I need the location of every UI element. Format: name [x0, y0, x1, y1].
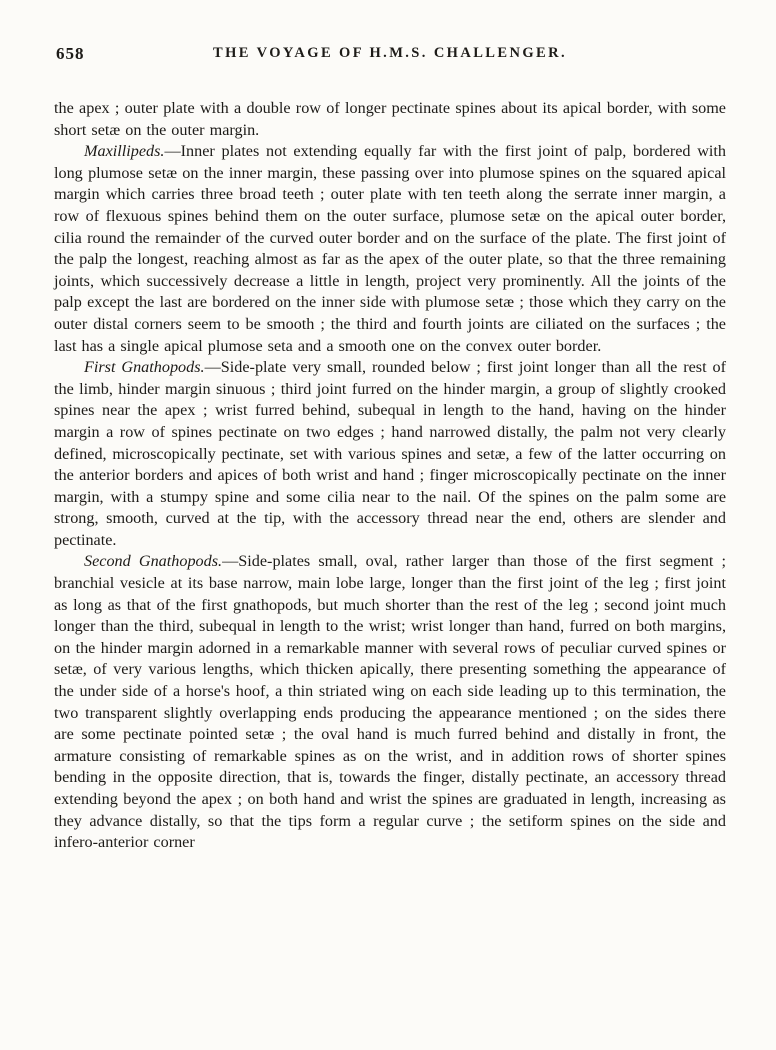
paragraph-lead: Second Gnathopods.: [84, 552, 223, 571]
page-body: [54, 98, 726, 854]
paragraph-first-gnathopods: [54, 357, 726, 551]
paragraph-text: —Side-plates small, oval, rather larger than those of the first segment ; branchial vesicle at its base narrow, main lobe large, longer than the first joint of the leg ; first joint as long as that of the first gnathopods, but much shorter than the rest of the leg ; second joint much longer than the third, subequal in length to the wrist; wrist longer than hand, furred on both margins, on the hinder margin adorned in a remarkable manner with several rows of peculiar curved spines or setæ, of very various lengths, which thicken apically, there presenting something the appearance of the under side of a horse's hoof, a thin striated wing on each side leading up to this termination, the two transparent slightly overlapping ends producing the appearance mentioned ; on the sides there are some pectinate pointed setæ ; the oval hand is much furred behind and distally in front, the armature consisting of remarkable spines as on the wrist, and in addition rows of shorter spines bending in the opposite direction, that is, towards the finger, distally pectinate, an accessory thread extending beyond the apex ; on both hand and wrist the spines are graduated in length, increasing as they advance distally, so that the tips form a regular curve ; the setiform spines on the side and infero-anterior corner: [54, 552, 726, 852]
page-number: 658: [56, 44, 85, 63]
paragraph-text: —Inner plates not extending equally far with the first joint of palp, bordered with long plumose setæ on the inner margin, these passing over into plumose spines on the squared apical margin which carries three broad teeth ; outer plate with ten teeth along the serrate inner margin, a row of flexuous spines behind them on the outer surface, plumose setæ on the apical outer border, cilia round the remainder of the curved outer border and on the surface of the plate. The first joint of the palp the longest, reaching almost as far as the apex of the outer plate, so that the three remaining joints, which successively decrease a little in length, project very prominently. All the joints of the palp except the last are bordered on the inner side with plumose setæ ; those which they carry on the outer distal corners seem to be smooth ; the third and fourth joints are ciliated on the surfaces ; the last has a single apical plumose seta and a smooth one on the convex outer border.: [54, 142, 726, 355]
paragraph-text: the apex ; outer plate with a double row of longer pectinate spines about its apical border, with some short setæ on the outer margin.: [54, 99, 726, 139]
page-header: [54, 44, 726, 66]
paragraph-text: —Side-plate very small, rounded below ; first joint longer than all the rest of the limb, hinder margin sinuous ; third joint furred on the hinder margin, a group of slightly crooked spines near the apex ; wrist furred behind, subequal in length to the hand, having on the hinder margin a row of spines pectinate on two edges ; hand narrowed distally, the palm not very clearly defined, microscopically pectinate, set with various spines and setæ, a few of the latter occurring on the anterior borders and apices of both wrist and hand ; finger microscopically pectinate on the inner margin, with a stumpy spine and some cilia near to the nail. Of the spines on the palm some are strong, smooth, curved at the tip, with the accessory thread near the end, others are slender and pectinate.: [54, 358, 726, 549]
paragraph-second-gnathopods: [54, 551, 726, 853]
paragraph-continuation: [54, 98, 726, 141]
paragraph-lead: First Gnathopods.: [84, 358, 205, 377]
paragraph-maxillipeds: [54, 141, 726, 357]
paragraph-lead: Maxillipeds.: [84, 142, 165, 161]
running-title: THE VOYAGE OF H.M.S. CHALLENGER.: [213, 45, 567, 61]
